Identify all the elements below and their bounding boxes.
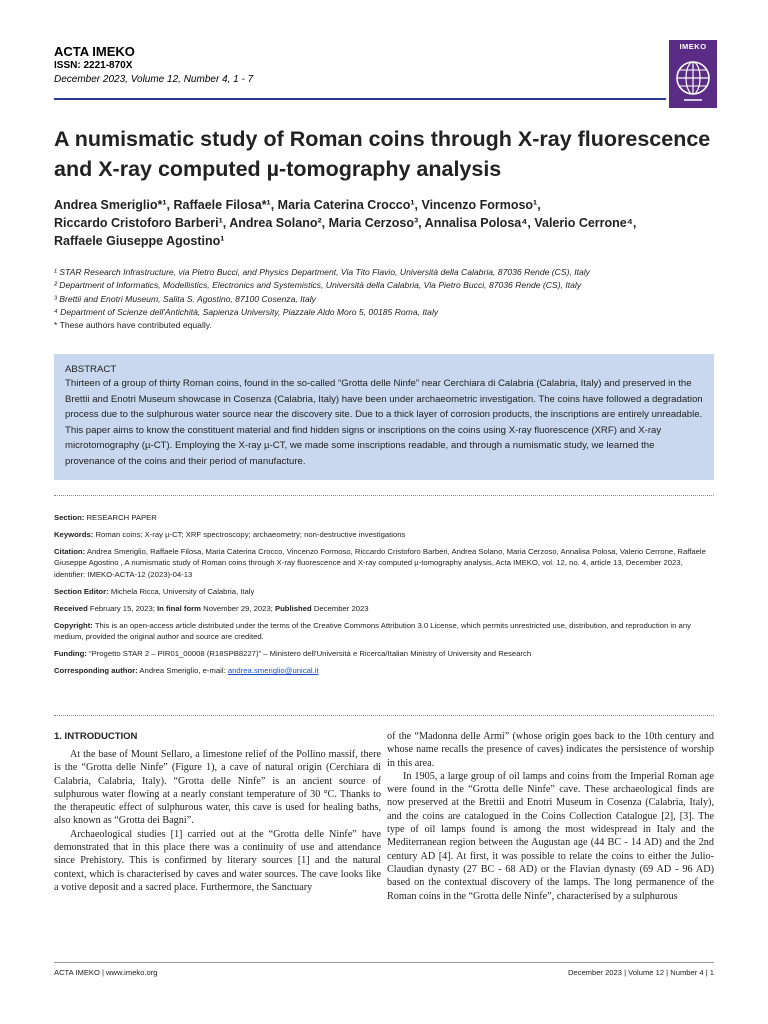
logo-text: IMEKO — [679, 42, 707, 51]
email-link[interactable]: andrea.smeriglio@unical.it — [227, 666, 319, 676]
affiliation: ² Department of Informatics, Modellistics, Electronics and Systemistics, Università della Calabria, Via Pietro Bucci, 87036 Rende (CS), Italy — [54, 280, 582, 291]
article-metadata — [54, 512, 714, 682]
section-heading: 1. INTRODUCTION — [54, 731, 138, 742]
body-column-right — [387, 730, 714, 903]
section-line: Section: RESEARCH PAPER — [54, 513, 157, 522]
body-column-left — [54, 730, 381, 894]
editor-line: Section Editor: Michela Ricca, University of Calabria, Italy — [54, 586, 255, 596]
affiliations — [54, 266, 744, 332]
journal-name: ACTA IMEKO — [54, 44, 135, 59]
equal-contribution-note: * These authors have contributed equally. — [54, 320, 212, 331]
divider — [54, 715, 714, 716]
keywords-line: Keywords: Roman coins; X-ray µ-CT; XRF spectroscopy; archaeometry; non-destructive investigations — [54, 530, 406, 539]
abstract-text: Thirteen of a group of thirty Roman coins, found in the so-called “Grotta delle Ninfe” near Cerchiara di Calabria (Calabria, Italy) and preserved in the Brettii and Enotri Museum showcase in Cosenza (Calabria, Italy) have been under archaeometric investigation. The coins have followed a degradation process due to the sulphurous water source near the discovery site. Due to a thick layer of corrosion products, the inscriptions are entirely unreadable. This paper aims to know the constituent material and find hidden signs or inscriptions on the coins using X-ray fluorescence (XRF) and X-ray microtomography (µ-CT). Employing the X-ray µ-CT, we made some inscriptions readable, and through a numismatic study, we learned the provenance of the coins and their period of manufacture. — [65, 378, 703, 467]
affiliation: ¹ STAR Research Infrastructure, via Pietro Bucci, and Physics Department, Via Tito Flavio, Università della Calabria, 87036 Rende (CS), Italy — [54, 267, 590, 277]
issue-info: December 2023, Volume 12, Number 4, 1 - 7 — [54, 74, 254, 85]
citation-line: Citation: Andrea Smeriglio, Raffaele Filosa, Maria Caterina Crocco, Vincenzo Formoso, Riccardo Cristoforo Barberi, Andrea Solano, Maria Cerzoso, Annalisa Polosa, Valerio Cerrone, Raffaele Giuseppe Agostino , A numismatic study of Roman coins through X-ray fluorescence and X-ray computed µ-tomography analysis, Acta IMEKO, vol. 12, no. 4, article 13, December 2023, identifier: IMEKO-ACTA-12 (2023)-04-13 — [54, 547, 706, 579]
header-rule — [54, 98, 666, 100]
abstract-heading: ABSTRACT — [65, 364, 117, 375]
journal-header — [54, 44, 574, 87]
paragraph: of the “Madonna delle Armi” (whose origin goes back to the 10th century and whose name recalls the presence of caves) indicates the persistence of worship in this area. — [387, 731, 714, 769]
paragraph: Archaeological studies [1] carried out at the “Grotta delle Ninfe” have demonstrated that in this place there was a continuity of use and attendance since Prehistory. This is confirmed by literary sources [1] and the natural context, which is characterised by caves and water sources. The cave looks like a votive deposit and a sacred place. Furthermore, the Sanctuary — [54, 828, 381, 893]
affiliation: ⁴ Department of Scienze dell'Antichità, Sapienza University, Piazzale Aldo Moro 5, 00185 Roma, Italy — [54, 306, 439, 317]
paper-title: A numismatic study of Roman coins through X-ray fluorescence and X-ray computed µ-tomography analysis — [54, 127, 711, 181]
paragraph: At the base of Mount Sellaro, a limestone relief of the Pollino massif, there is the “Grotta delle Ninfe” (Figure 1), a cave of natural origin (Cerchiara di Calabria, Calabria, Italy). “Grotta delle Ninfe” is an ancient source of sulphurous water flowing at a nearly constant temperature of 30 °C. Thanks to the therapeutic effect of sulphurous water, this cave is used for healing baths, also known as “Grotta dei Bagni”. — [54, 749, 381, 827]
funding-line: Funding: “Progetto STAR 2 – PIR01_00008 (R18SPB8227)” – Ministero dell’Università e Ricerca/Italian Ministry of University and Research — [54, 649, 532, 659]
dates-line: Received February 15, 2023; In final form November 29, 2023; Published December 2023 — [54, 603, 369, 613]
author-line: Andrea Smeriglio*¹, Raffaele Filosa*¹, Maria Caterina Crocco¹, Vincenzo Formoso¹, — [54, 198, 541, 212]
corresponding-line: Corresponding author: Andrea Smeriglio, e-mail: andrea.smeriglio@unical.it — [54, 666, 319, 676]
globe-icon — [673, 54, 713, 104]
footer-left: ACTA IMEKO | www.imeko.org — [54, 968, 158, 977]
affiliation: ³ Brettii and Enotri Museum, Salita S. Agostino, 87100 Cosenza, Italy — [54, 293, 316, 304]
footer-right: December 2023 | Volume 12 | Number 4 | 1 — [567, 968, 714, 977]
abstract-box — [54, 354, 714, 480]
imeko-logo — [669, 40, 717, 108]
author-line: Raffaele Giuseppe Agostino¹ — [54, 234, 225, 248]
author-line: Riccardo Cristoforo Barberi¹, Andrea Solano², Maria Cerzoso³, Annalisa Polosa⁴, Valerio Cerrone⁴, — [54, 216, 637, 230]
issn: ISSN: 2221-870X — [54, 60, 133, 71]
copyright-line: Copyright: This is an open-access article distributed under the terms of the Creative Commons Attribution 3.0 License, which permits unrestricted use, distribution, and reproduction in any medium, provided the original author and source are credited. — [54, 620, 691, 642]
author-list — [54, 196, 734, 250]
paragraph: In 1905, a large group of oil lamps and coins from the Imperial Roman age were found in the “Grotta delle Ninfe” cave. These archaeological finds are now preserved at the Brettii and Enotri Museum in Cosenza (Calabria, Italy), and the coins are catalogued in the Coins Collection Catalogue [2], [3]. The type of oil lamps found is among the most widespread in Italy and the Mediterranean region between the Augustan age (44 BC - 14 AD) and the 2nd century AD [4]. At first, it was possible to relate the coins to either the Julio-Claudian dynasty (27 BC - 68 AD) or the Flavian dynasty (69 AD - 96 AD) based on the contextual discovery of the lamps. The long permanence of the Roman coins in the “Grotta delle Ninfe”, characterised by a sulphurous — [387, 770, 714, 902]
footer-rule — [54, 962, 714, 963]
divider — [54, 495, 714, 496]
